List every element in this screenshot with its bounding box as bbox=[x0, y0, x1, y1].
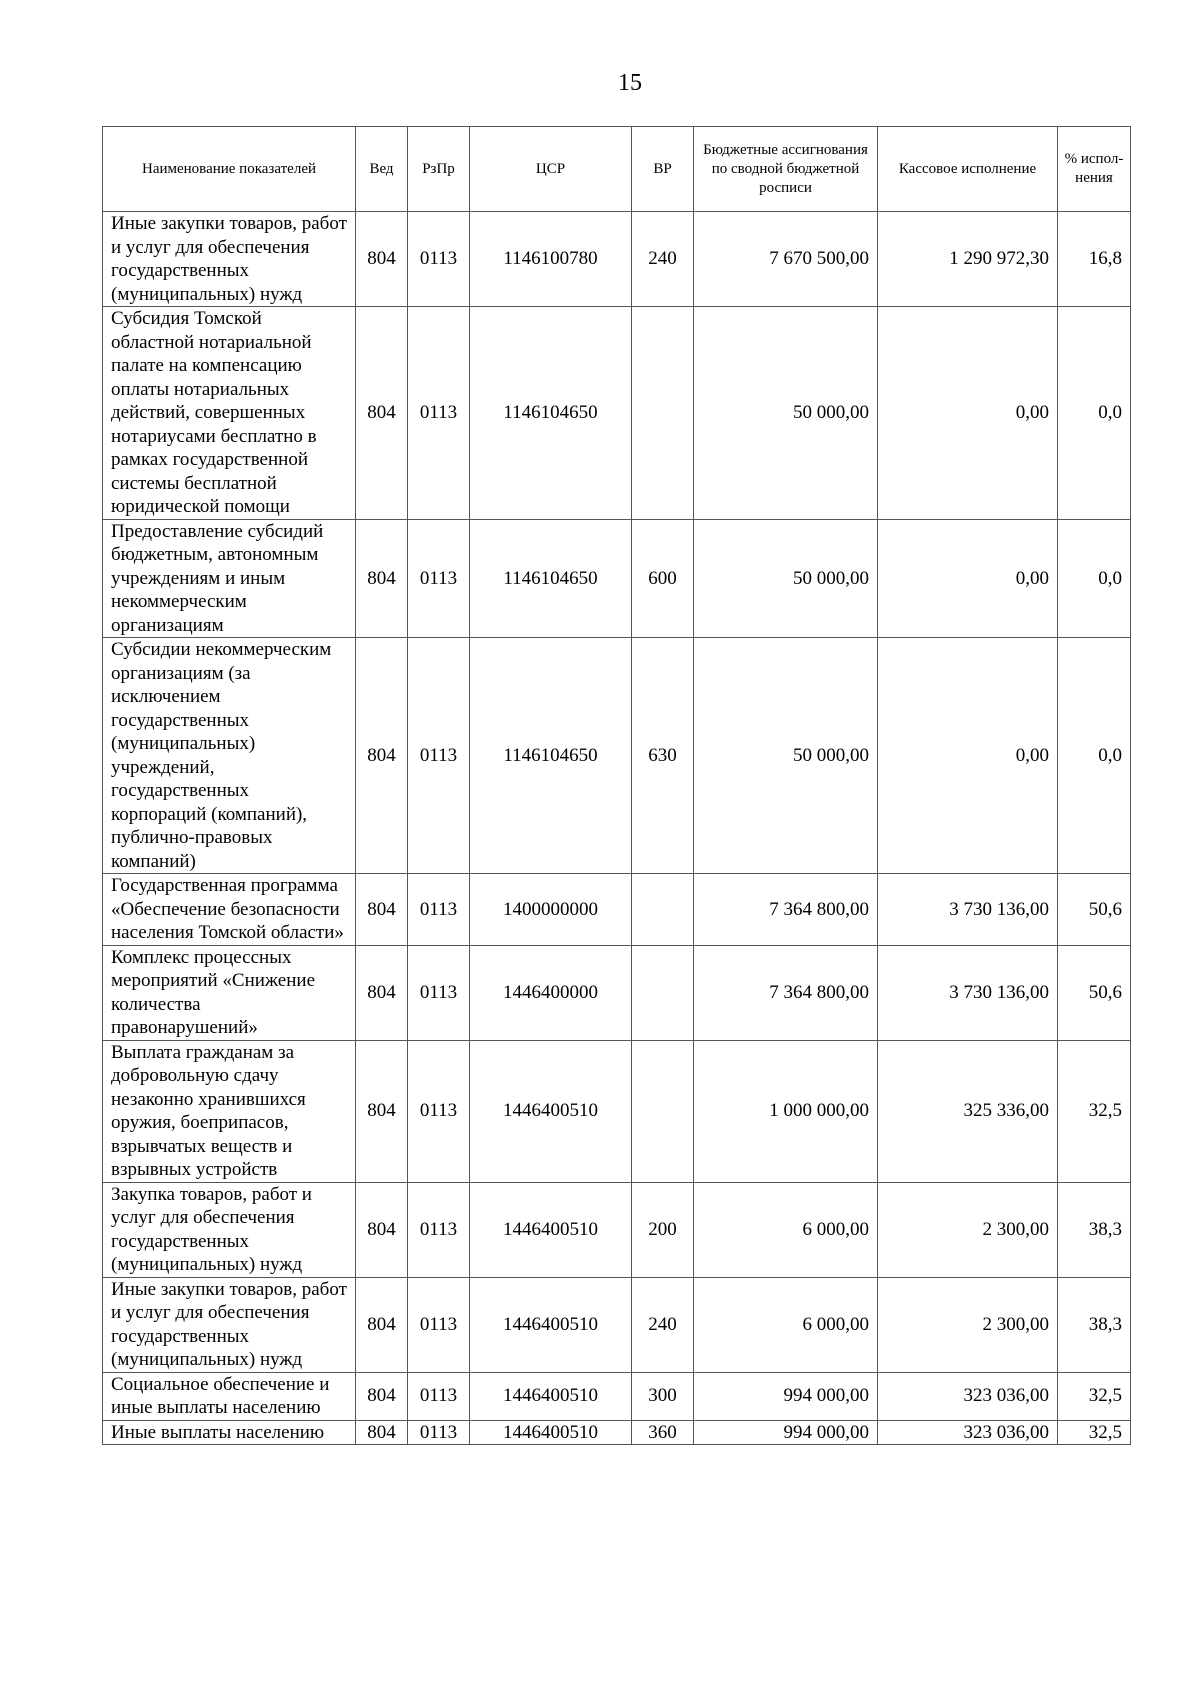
row-name: Предоставление субсидий бюджетным, автономным учреждениям и иным некоммерческим организациям bbox=[103, 519, 356, 638]
row-csr: 1446400510 bbox=[470, 1040, 632, 1182]
row-vr: 360 bbox=[632, 1420, 694, 1445]
row-rzpr: 0113 bbox=[408, 945, 470, 1040]
row-percent: 32,5 bbox=[1058, 1040, 1131, 1182]
row-ved: 804 bbox=[356, 945, 408, 1040]
row-vr: 300 bbox=[632, 1372, 694, 1420]
row-name: Иные закупки товаров, работ и услуг для обеспечения государственных (муниципальных) нужд bbox=[103, 1277, 356, 1372]
row-vr bbox=[632, 945, 694, 1040]
header-csr: ЦСР bbox=[470, 127, 632, 212]
row-ved: 804 bbox=[356, 1182, 408, 1277]
row-name: Выплата гражданам за добровольную сдачу незаконно хранившихся оружия, боеприпасов, взрывчатых веществ и взрывных устройств bbox=[103, 1040, 356, 1182]
table-row bbox=[103, 519, 1131, 638]
table-row bbox=[103, 307, 1131, 520]
row-vr: 630 bbox=[632, 638, 694, 874]
row-assigned: 7 670 500,00 bbox=[694, 212, 878, 307]
table-row bbox=[103, 212, 1131, 307]
row-executed: 325 336,00 bbox=[878, 1040, 1058, 1182]
header-ved: Вед bbox=[356, 127, 408, 212]
row-csr: 1446400510 bbox=[470, 1277, 632, 1372]
row-vr bbox=[632, 307, 694, 520]
row-name: Иные закупки товаров, работ и услуг для обеспечения государственных (муниципальных) нужд bbox=[103, 212, 356, 307]
row-executed: 323 036,00 bbox=[878, 1372, 1058, 1420]
header-name: Наименование показателей bbox=[103, 127, 356, 212]
row-rzpr: 0113 bbox=[408, 1277, 470, 1372]
row-assigned: 50 000,00 bbox=[694, 638, 878, 874]
row-percent: 38,3 bbox=[1058, 1277, 1131, 1372]
row-executed: 2 300,00 bbox=[878, 1277, 1058, 1372]
row-percent: 0,0 bbox=[1058, 519, 1131, 638]
row-percent: 32,5 bbox=[1058, 1372, 1131, 1420]
header-row bbox=[103, 127, 1131, 212]
row-vr: 240 bbox=[632, 212, 694, 307]
header-assigned: Бюджетные ассигнования по сводной бюджетной росписи bbox=[694, 127, 878, 212]
row-assigned: 7 364 800,00 bbox=[694, 874, 878, 946]
row-executed: 1 290 972,30 bbox=[878, 212, 1058, 307]
row-rzpr: 0113 bbox=[408, 519, 470, 638]
row-assigned: 1 000 000,00 bbox=[694, 1040, 878, 1182]
row-executed: 3 730 136,00 bbox=[878, 874, 1058, 946]
row-name: Комплекс процессных мероприятий «Снижение количества правонарушений» bbox=[103, 945, 356, 1040]
row-rzpr: 0113 bbox=[408, 1420, 470, 1445]
table-row bbox=[103, 1040, 1131, 1182]
row-rzpr: 0113 bbox=[408, 1182, 470, 1277]
row-percent: 16,8 bbox=[1058, 212, 1131, 307]
row-name: Социальное обеспечение и иные выплаты населению bbox=[103, 1372, 356, 1420]
row-ved: 804 bbox=[356, 519, 408, 638]
row-csr: 1446400510 bbox=[470, 1182, 632, 1277]
row-ved: 804 bbox=[356, 307, 408, 520]
row-rzpr: 0113 bbox=[408, 1372, 470, 1420]
row-executed: 3 730 136,00 bbox=[878, 945, 1058, 1040]
row-vr bbox=[632, 874, 694, 946]
table-row bbox=[103, 1182, 1131, 1277]
row-csr: 1446400510 bbox=[470, 1372, 632, 1420]
row-csr: 1400000000 bbox=[470, 874, 632, 946]
row-name: Субсидии некоммерческим организациям (за исключением государственных (муниципальных) учреждений, государственных корпораций (компаний), публично-правовых компаний) bbox=[103, 638, 356, 874]
row-csr: 1146100780 bbox=[470, 212, 632, 307]
row-executed: 2 300,00 bbox=[878, 1182, 1058, 1277]
header-executed: Кассовое исполнение bbox=[878, 127, 1058, 212]
row-assigned: 50 000,00 bbox=[694, 307, 878, 520]
table-row bbox=[103, 1277, 1131, 1372]
row-csr: 1446400000 bbox=[470, 945, 632, 1040]
page-number: 15 bbox=[618, 70, 642, 96]
row-assigned: 50 000,00 bbox=[694, 519, 878, 638]
row-vr: 200 bbox=[632, 1182, 694, 1277]
row-executed: 323 036,00 bbox=[878, 1420, 1058, 1445]
row-name: Иные выплаты населению bbox=[103, 1420, 356, 1445]
row-csr: 1146104650 bbox=[470, 519, 632, 638]
row-name: Субсидия Томской областной нотариальной палате на компенсацию оплаты нотариальных действий, совершенных нотариусами бесплатно в рамках государственной системы бесплатной юридической помощи bbox=[103, 307, 356, 520]
row-name: Закупка товаров, работ и услуг для обеспечения государственных (муниципальных) нужд bbox=[103, 1182, 356, 1277]
row-executed: 0,00 bbox=[878, 307, 1058, 520]
row-percent: 32,5 bbox=[1058, 1420, 1131, 1445]
table-row bbox=[103, 945, 1131, 1040]
row-percent: 0,0 bbox=[1058, 638, 1131, 874]
row-csr: 1146104650 bbox=[470, 307, 632, 520]
row-csr: 1446400510 bbox=[470, 1420, 632, 1445]
row-executed: 0,00 bbox=[878, 519, 1058, 638]
header-rzpr: РзПр bbox=[408, 127, 470, 212]
row-assigned: 6 000,00 bbox=[694, 1182, 878, 1277]
row-assigned: 994 000,00 bbox=[694, 1372, 878, 1420]
row-ved: 804 bbox=[356, 874, 408, 946]
row-assigned: 7 364 800,00 bbox=[694, 945, 878, 1040]
row-vr: 600 bbox=[632, 519, 694, 638]
row-percent: 0,0 bbox=[1058, 307, 1131, 520]
row-rzpr: 0113 bbox=[408, 212, 470, 307]
row-assigned: 994 000,00 bbox=[694, 1420, 878, 1445]
row-ved: 804 bbox=[356, 1040, 408, 1182]
table-row bbox=[103, 1372, 1131, 1420]
row-percent: 38,3 bbox=[1058, 1182, 1131, 1277]
row-ved: 804 bbox=[356, 638, 408, 874]
row-rzpr: 0113 bbox=[408, 638, 470, 874]
row-percent: 50,6 bbox=[1058, 945, 1131, 1040]
row-assigned: 6 000,00 bbox=[694, 1277, 878, 1372]
table-row bbox=[103, 874, 1131, 946]
row-rzpr: 0113 bbox=[408, 874, 470, 946]
row-vr: 240 bbox=[632, 1277, 694, 1372]
table-row bbox=[103, 638, 1131, 874]
row-vr bbox=[632, 1040, 694, 1182]
header-vr: ВР bbox=[632, 127, 694, 212]
row-executed: 0,00 bbox=[878, 638, 1058, 874]
row-ved: 804 bbox=[356, 212, 408, 307]
row-rzpr: 0113 bbox=[408, 307, 470, 520]
row-rzpr: 0113 bbox=[408, 1040, 470, 1182]
row-ved: 804 bbox=[356, 1372, 408, 1420]
header-percent: % испол-нения bbox=[1058, 127, 1131, 212]
budget-table bbox=[102, 126, 1131, 1445]
row-csr: 1146104650 bbox=[470, 638, 632, 874]
row-ved: 804 bbox=[356, 1277, 408, 1372]
row-percent: 50,6 bbox=[1058, 874, 1131, 946]
row-name: Государственная программа «Обеспечение безопасности населения Томской области» bbox=[103, 874, 356, 946]
row-ved: 804 bbox=[356, 1420, 408, 1445]
table-row bbox=[103, 1420, 1131, 1445]
